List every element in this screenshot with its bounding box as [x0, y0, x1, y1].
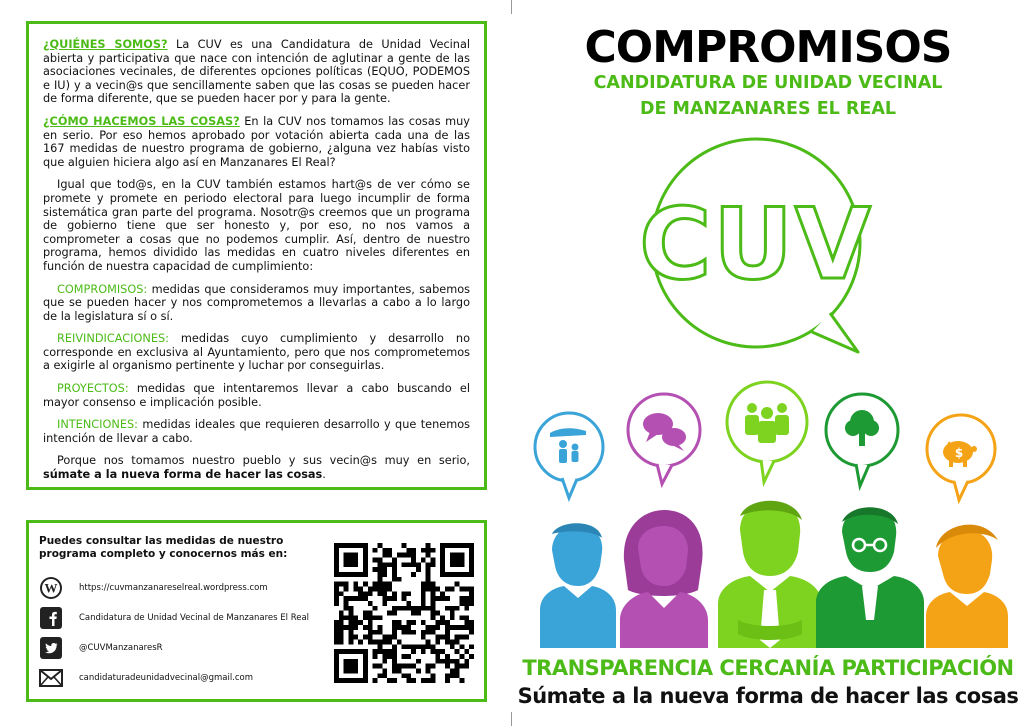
contact-box [26, 520, 487, 702]
website-url[interactable]: https://cuvmanzanareselreal.wordpress.com [79, 583, 268, 593]
info-text-box [26, 21, 487, 490]
subtitle-line-2: DE MANZANARES EL REAL [639, 99, 897, 119]
how-paragraph [43, 115, 470, 169]
theme-bubbles [535, 382, 995, 500]
facebook-icon [39, 606, 63, 630]
level-reivindicaciones [43, 332, 470, 373]
economy-bubble [927, 415, 995, 500]
join-tagline: Súmate a la nueva forma de hacer las cosas [517, 684, 1019, 708]
qr-code[interactable] [334, 543, 474, 683]
contact-intro: Puedes consultar las medidas de nuestro programa completo y conocernos más en: [39, 535, 288, 560]
level-intenciones [43, 418, 470, 445]
how-heading: ¿CÓMO HACEMOS LAS COSAS? [43, 114, 240, 128]
person-light-green [718, 501, 822, 648]
community-bubble [727, 382, 807, 482]
about-paragraph [43, 38, 470, 106]
values-tagline: TRANSPARENCIA CERCANÍA PARTICIPACIÓN [522, 656, 1014, 680]
subtitle-line-1: CANDIDATURA DE UNIDAD VECINAL [593, 73, 943, 93]
level-name: PROYECTOS: [57, 382, 129, 396]
cuv-logo-bubble [639, 139, 872, 352]
person-blue [540, 523, 616, 648]
email-icon [39, 666, 63, 690]
people-illustration [540, 501, 1008, 648]
cover-artwork [512, 0, 1024, 726]
closing-text: Porque nos tomamos nuestro pueblo y sus vecin@s muy en serio, [57, 454, 470, 468]
tired-paragraph: Igual que tod@s, en la CUV también estamos hart@s de ver cómo se promete y promete en periodo electoral para luego incumplir de forma sistemática gran parte del programa. Nosotr@s creemos que un programa de gobierno tiene que ser honesto y, por eso, no nos vamos a comprometer a cosas que no podemos cumplir. Así, dentro de nuestro programa, hemos dividido las medidas en cuatro niveles diferentes en función de nuestra capacidad de cumplimiento: [43, 178, 470, 273]
level-name: COMPROMISOS: [57, 282, 148, 296]
chat-bubble [628, 394, 700, 484]
level-text: medidas cuyo cumplimiento y desarrollo no corresponde en exclusiva al Ayuntamiento, pero que nos comprometemos a exigirle al organismo pertinente y luchar por conseguirlas. [43, 332, 470, 373]
facebook-name[interactable]: Candidatura de Unidad Vecinal de Manzanares El Real [79, 613, 310, 623]
level-text: medidas que consideramos muy importantes, sabemos que se pueden hacer y nos comprometemos a llevarlas a cabo a lo largo de la legislatura sí o sí. [43, 282, 470, 323]
level-text: medidas ideales que requieren desarrollo y que tenemos intención de llevar a cabo. [43, 418, 470, 445]
about-text: La CUV es una Candidatura de Unidad Vecinal abierta y participativa que nace con intención de aglutinar a gente de las asociaciones vecinales, de diferentes opciones políticas (EQUO, PODEMOS e IU) y a vecin@s que sencillamente saben que las cosas se pueden hacer de forma diferente, que se pueden hacer por y para la gente. [43, 38, 471, 106]
person-dark-green [816, 507, 924, 648]
level-compromisos [43, 283, 470, 324]
wordpress-icon [39, 576, 63, 600]
logo-text: CUV [639, 188, 873, 302]
level-name: INTENCIONES: [57, 418, 138, 432]
closing-paragraph [43, 454, 470, 481]
about-heading: ¿QUIÉNES SOMOS? [43, 38, 168, 51]
twitter-icon [39, 636, 63, 660]
page-title: COMPROMISOS [584, 22, 952, 73]
level-name: REIVINDICACIONES: [57, 332, 169, 346]
how-text: En la CUV nos tomamos las cosas muy en serio. Por eso hemos aprobado por votación abierta cada una de las 167 medidas de nuestro programa de gobierno, ¿alguna vez habías visto que alguien hiciera algo así en Manzanares El Real? [43, 114, 470, 169]
environment-bubble [826, 394, 898, 486]
email-address[interactable]: candidaturadeunidadvecinal@gmail.com [79, 673, 254, 683]
person-orange [926, 525, 1008, 648]
twitter-handle[interactable]: @CUVManzanaresR [79, 643, 163, 653]
protection-bubble [535, 413, 603, 498]
svg-text:W: W [44, 580, 58, 596]
svg-text:$: $ [954, 446, 964, 460]
person-magenta [620, 510, 708, 648]
level-text: medidas que intentaremos llevar a cabo buscando el mayor consenso e implicación posible. [43, 382, 470, 409]
level-proyectos [43, 382, 470, 409]
closing-bold: súmate a la nueva forma de hacer las cosas [43, 468, 323, 482]
closing-end: . [322, 468, 326, 482]
